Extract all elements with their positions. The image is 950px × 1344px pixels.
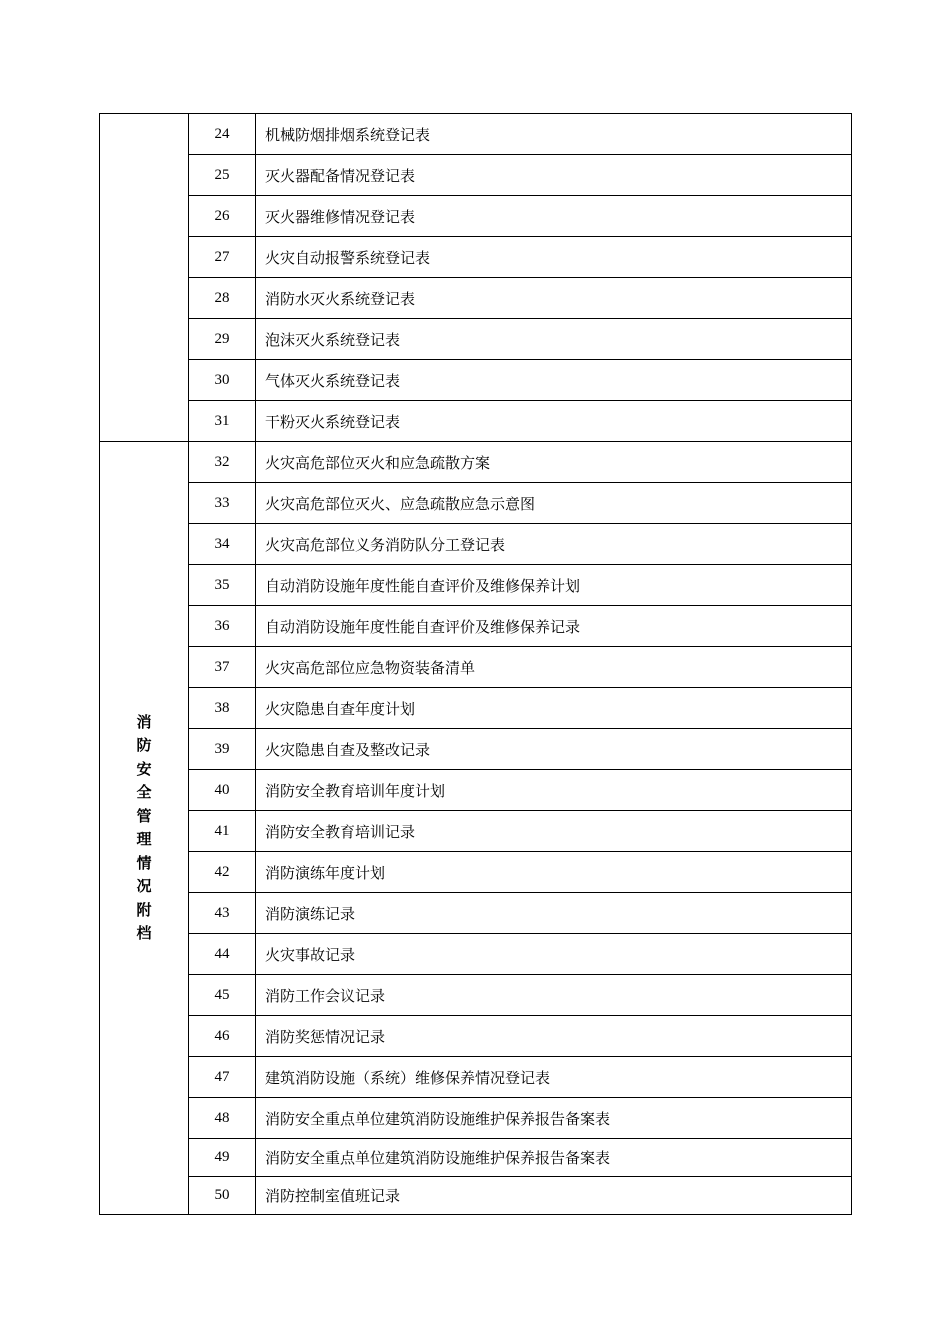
document-title: 机械防烟排烟系统登记表 bbox=[256, 114, 852, 155]
table-row bbox=[100, 155, 852, 196]
table-row bbox=[100, 237, 852, 278]
table-row bbox=[100, 729, 852, 770]
table-row bbox=[100, 1139, 852, 1177]
section-label: 消防安全管理情况附档 bbox=[136, 712, 152, 942]
table-row bbox=[100, 893, 852, 934]
table-row bbox=[100, 811, 852, 852]
table-row bbox=[100, 647, 852, 688]
document-title: 自动消防设施年度性能自查评价及维修保养计划 bbox=[256, 565, 852, 606]
row-number: 27 bbox=[189, 237, 256, 278]
table-row bbox=[100, 1057, 852, 1098]
table-row bbox=[100, 934, 852, 975]
document-title: 消防安全重点单位建筑消防设施维护保养报告备案表 bbox=[256, 1098, 852, 1139]
table-row bbox=[100, 114, 852, 155]
document-title: 消防安全重点单位建筑消防设施维护保养报告备案表 bbox=[256, 1139, 852, 1177]
document-title: 自动消防设施年度性能自查评价及维修保养记录 bbox=[256, 606, 852, 647]
document-title: 火灾高危部位应急物资装备清单 bbox=[256, 647, 852, 688]
row-number: 30 bbox=[189, 360, 256, 401]
table-row bbox=[100, 360, 852, 401]
document-title: 火灾高危部位灭火、应急疏散应急示意图 bbox=[256, 483, 852, 524]
document-title: 火灾隐患自查及整改记录 bbox=[256, 729, 852, 770]
table-row bbox=[100, 770, 852, 811]
document-title: 消防安全教育培训记录 bbox=[256, 811, 852, 852]
row-number: 44 bbox=[189, 934, 256, 975]
row-number: 41 bbox=[189, 811, 256, 852]
document-title: 火灾事故记录 bbox=[256, 934, 852, 975]
row-number: 45 bbox=[189, 975, 256, 1016]
document-title: 消防水灭火系统登记表 bbox=[256, 278, 852, 319]
row-number: 24 bbox=[189, 114, 256, 155]
row-number: 40 bbox=[189, 770, 256, 811]
document-title: 灭火器配备情况登记表 bbox=[256, 155, 852, 196]
row-number: 42 bbox=[189, 852, 256, 893]
table-row bbox=[100, 401, 852, 442]
row-number: 31 bbox=[189, 401, 256, 442]
table-row bbox=[100, 1016, 852, 1057]
document-title: 消防控制室值班记录 bbox=[256, 1177, 852, 1215]
document-title: 消防演练年度计划 bbox=[256, 852, 852, 893]
row-number: 33 bbox=[189, 483, 256, 524]
row-number: 32 bbox=[189, 442, 256, 483]
table-row bbox=[100, 606, 852, 647]
row-number: 43 bbox=[189, 893, 256, 934]
document-title: 消防安全教育培训年度计划 bbox=[256, 770, 852, 811]
document-title: 气体灭火系统登记表 bbox=[256, 360, 852, 401]
row-number: 47 bbox=[189, 1057, 256, 1098]
section-label-cell bbox=[100, 114, 189, 442]
row-number: 46 bbox=[189, 1016, 256, 1057]
row-number: 48 bbox=[189, 1098, 256, 1139]
table-row bbox=[100, 1177, 852, 1215]
document-title: 火灾高危部位义务消防队分工登记表 bbox=[256, 524, 852, 565]
document-title: 火灾高危部位灭火和应急疏散方案 bbox=[256, 442, 852, 483]
table-row bbox=[100, 442, 852, 483]
row-number: 26 bbox=[189, 196, 256, 237]
row-number: 37 bbox=[189, 647, 256, 688]
row-number: 34 bbox=[189, 524, 256, 565]
table-row bbox=[100, 975, 852, 1016]
row-number: 50 bbox=[189, 1177, 256, 1215]
document-title: 消防演练记录 bbox=[256, 893, 852, 934]
row-number: 25 bbox=[189, 155, 256, 196]
document-title: 消防奖惩情况记录 bbox=[256, 1016, 852, 1057]
table-row bbox=[100, 524, 852, 565]
row-number: 49 bbox=[189, 1139, 256, 1177]
document-title: 消防工作会议记录 bbox=[256, 975, 852, 1016]
table-row bbox=[100, 1098, 852, 1139]
row-number: 38 bbox=[189, 688, 256, 729]
table-row bbox=[100, 688, 852, 729]
row-number: 39 bbox=[189, 729, 256, 770]
section-label-cell bbox=[100, 442, 189, 1215]
table-row bbox=[100, 565, 852, 606]
document-title: 灭火器维修情况登记表 bbox=[256, 196, 852, 237]
table-row bbox=[100, 196, 852, 237]
document-title: 干粉灭火系统登记表 bbox=[256, 401, 852, 442]
row-number: 36 bbox=[189, 606, 256, 647]
table-row bbox=[100, 319, 852, 360]
table-body bbox=[100, 114, 852, 1215]
document-title: 火灾自动报警系统登记表 bbox=[256, 237, 852, 278]
document-title: 泡沫灭火系统登记表 bbox=[256, 319, 852, 360]
document-title: 火灾隐患自查年度计划 bbox=[256, 688, 852, 729]
table-row bbox=[100, 852, 852, 893]
row-number: 28 bbox=[189, 278, 256, 319]
row-number: 35 bbox=[189, 565, 256, 606]
document-title: 建筑消防设施（系统）维修保养情况登记表 bbox=[256, 1057, 852, 1098]
table-row bbox=[100, 278, 852, 319]
table-row bbox=[100, 483, 852, 524]
row-number: 29 bbox=[189, 319, 256, 360]
archive-index-table bbox=[99, 113, 852, 1215]
